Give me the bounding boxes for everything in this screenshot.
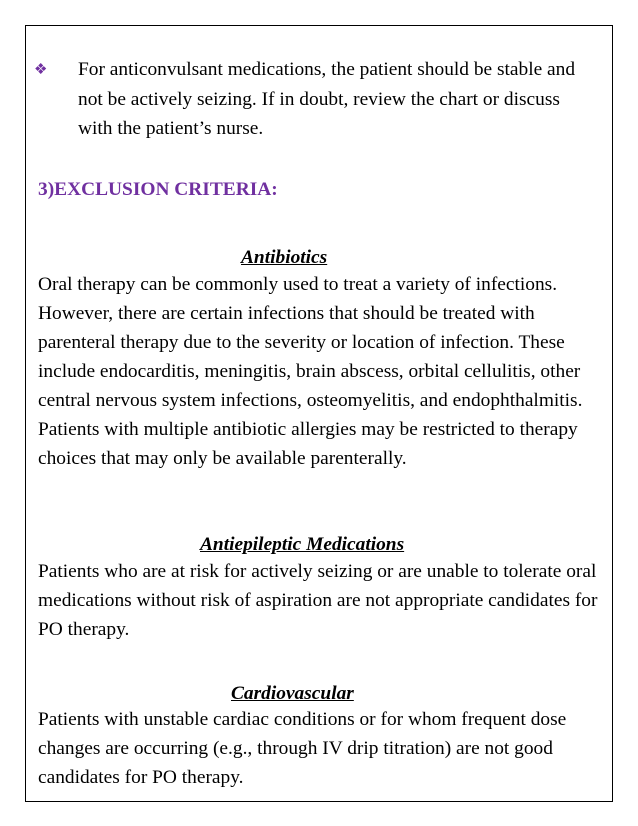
antiepileptic-body: Patients who are at risk for actively seizing or are unable to tolerate oral medications without risk of aspiration are not appropriate candidates for PO therapy. — [38, 561, 598, 640]
antibiotics-heading: Antibiotics — [241, 247, 328, 268]
bullet-text-wrapper — [34, 55, 596, 143]
bullet-text: For anticonvulsant medications, the patient should be stable and not be actively seizing. If in doubt, review the chart or discuss with the patient’s nurse. — [78, 59, 576, 139]
cardiovascular-body: Patients with unstable cardiac conditions or for whom frequent dose changes are occurring (e.g., through IV drip titration) are not good candidates for PO therapy. — [38, 709, 567, 788]
antiepileptic-heading: Antiepileptic Medications — [200, 534, 405, 555]
anticonvulsant-note — [34, 55, 596, 143]
exclusion-criteria-heading: 3)EXCLUSION CRITERIA: — [38, 179, 278, 200]
cardiovascular-heading: Cardiovascular — [231, 683, 354, 704]
antibiotics-body: Oral therapy can be commonly used to treat a variety of infections. However, there are certain infections that should be treated with parenteral therapy due to the severity or location of infection. These include endocarditis, meningitis, brain abscess, orbital cellulitis, other central nervous system infections, osteomyelitis, and endophthalmitis. Patients with multiple antibiotic allergies may be restricted to therapy choices that may only be available parenterally. — [38, 274, 583, 469]
diamond-bullet-icon: ❖ — [34, 62, 48, 78]
